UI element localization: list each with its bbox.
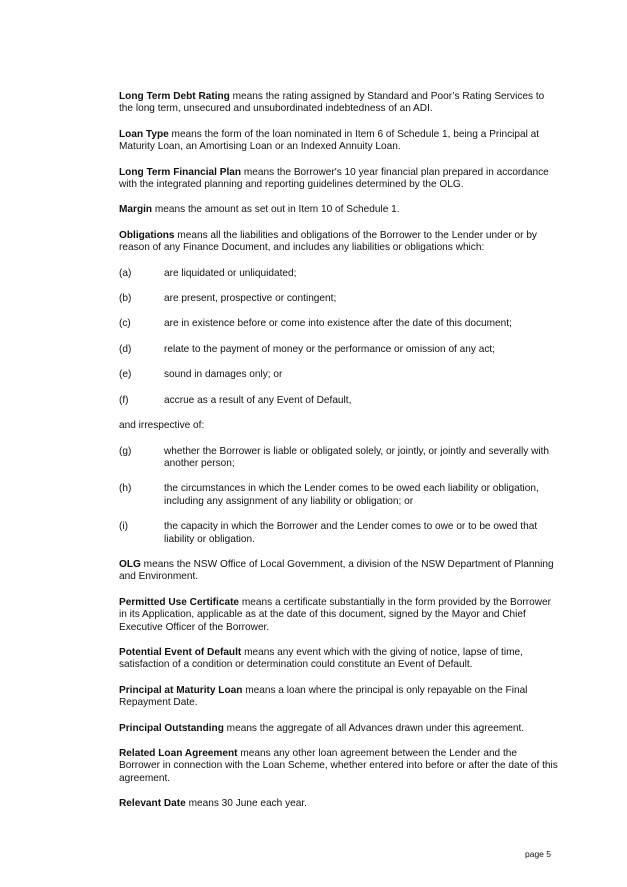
list-item-f bbox=[119, 395, 559, 407]
list-item-text: the capacity in which the Borrower and the Lender comes to owe or to be owed that liability or obligation. bbox=[164, 521, 538, 545]
definition-term: Long Term Financial Plan bbox=[119, 166, 242, 178]
definition-term: Principal Outstanding bbox=[119, 722, 224, 734]
definition-obligations bbox=[119, 230, 559, 255]
definition-term: Loan Type bbox=[119, 128, 169, 140]
list-item-text: are present, prospective or contingent; bbox=[164, 293, 337, 305]
list-item-label: (c) bbox=[119, 318, 131, 330]
definition-text: means the NSW Office of Local Government, a division of the NSW Department of Planning and Environment. bbox=[119, 558, 554, 583]
list-item-text: relate to the payment of money or the performance or omission of any act; bbox=[164, 343, 496, 355]
list-item-label: (h) bbox=[119, 483, 132, 495]
list-item-label: (f) bbox=[119, 394, 129, 406]
list-item-a bbox=[119, 268, 559, 280]
definition-text: means the form of the loan nominated in Item 6 of Schedule 1, being a Principal at Maturity Loan, an Amortising Loan or an Indexed Annuity Loan. bbox=[119, 128, 540, 153]
definition-relevant-date bbox=[119, 798, 559, 810]
list-item-text: accrue as a result of any Event of Default, bbox=[164, 394, 352, 406]
list-item-e bbox=[119, 369, 559, 381]
list-item-i bbox=[119, 521, 559, 546]
definition-related-loan-agreement bbox=[119, 748, 559, 785]
definition-permitted-use-certificate bbox=[119, 597, 559, 634]
definition-potential-event-of-default bbox=[119, 647, 559, 672]
list-item-label: (d) bbox=[119, 343, 132, 355]
definition-text: means all the liabilities and obligations of the Borrower to the Lender under or by reason of any Finance Document, and includes any liabilities or obligations which: bbox=[119, 229, 537, 254]
definition-text: means 30 June each year. bbox=[185, 798, 307, 810]
definition-text: means the amount as set out in Item 10 of Schedule 1. bbox=[152, 204, 400, 216]
list-item-label: (a) bbox=[119, 267, 132, 279]
definition-principal-at-maturity-loan bbox=[119, 685, 559, 710]
definition-olg bbox=[119, 559, 559, 584]
definition-term: Potential Event of Default bbox=[119, 646, 242, 658]
definition-long-term-debt-rating bbox=[119, 91, 559, 116]
list-item-text: sound in damages only; or bbox=[164, 369, 283, 381]
list-item-h bbox=[119, 483, 559, 508]
definition-term: Related Loan Agreement bbox=[119, 748, 238, 759]
definition-term: Permitted Use Certificate bbox=[119, 596, 240, 608]
document-body bbox=[119, 91, 559, 824]
list-item-text: are in existence before or come into existence after the date of this document; bbox=[164, 318, 512, 330]
definition-margin bbox=[119, 204, 559, 216]
list-item-label: (e) bbox=[119, 369, 132, 381]
definition-text: means a loan where the principal is only repayable on the Final Repayment Date. bbox=[119, 684, 528, 709]
list-item-b bbox=[119, 293, 559, 305]
definition-term: Principal at Maturity Loan bbox=[119, 684, 243, 696]
definition-text: means the Borrower's 10 year financial plan prepared in accordance with the integrated planning and reporting guidelines determined by the OLG. bbox=[119, 166, 549, 191]
definition-text: means a certificate substantially in the form provided by the Borrower in its Application, applicable as at the date of this document, signed by the Mayor and Chief Executive Officer of the Borrower. bbox=[119, 596, 551, 633]
definition-text: means the aggregate of all Advances drawn under this agreement. bbox=[223, 722, 525, 734]
list-item-text: are liquidated or unliquidated; bbox=[164, 267, 297, 279]
page-number: page 5 bbox=[525, 849, 551, 859]
list-item-d bbox=[119, 344, 559, 356]
definition-term: OLG bbox=[119, 558, 141, 570]
irrespective-line: and irrespective of: bbox=[119, 420, 205, 432]
definition-term: Margin bbox=[119, 204, 153, 216]
definition-term: Long Term Debt Rating bbox=[119, 91, 230, 102]
list-item-c bbox=[119, 318, 559, 330]
definition-term: Obligations bbox=[119, 229, 175, 241]
definition-term: Relevant Date bbox=[119, 798, 186, 810]
list-item-g bbox=[119, 446, 559, 471]
list-item-label: (i) bbox=[119, 521, 128, 533]
definition-text: means any event which with the giving of notice, lapse of time, satisfaction of a condition or determination could constitute an Event of Default. bbox=[119, 646, 523, 671]
definition-text: means the rating assigned by Standard and Poor’s Rating Services to the long term, unsecured and unsubordinated indebtedness of an ADI. bbox=[119, 91, 545, 115]
list-item-label: (b) bbox=[119, 293, 132, 305]
definition-text: means any other loan agreement between the Lender and the Borrower in connection with the Loan Scheme, whether entered into before or after the date of this agreement. bbox=[119, 748, 558, 784]
definition-principal-outstanding bbox=[119, 723, 559, 735]
definition-long-term-financial-plan bbox=[119, 167, 559, 192]
definition-loan-type bbox=[119, 129, 559, 154]
list-item-label: (g) bbox=[119, 445, 132, 457]
list-item-text: the circumstances in which the Lender comes to be owed each liability or obligation, including any assignment of any liability or obligation; or bbox=[164, 483, 539, 507]
list-item-text: whether the Borrower is liable or obligated solely, or jointly, or jointly and severally with another person; bbox=[164, 445, 550, 469]
